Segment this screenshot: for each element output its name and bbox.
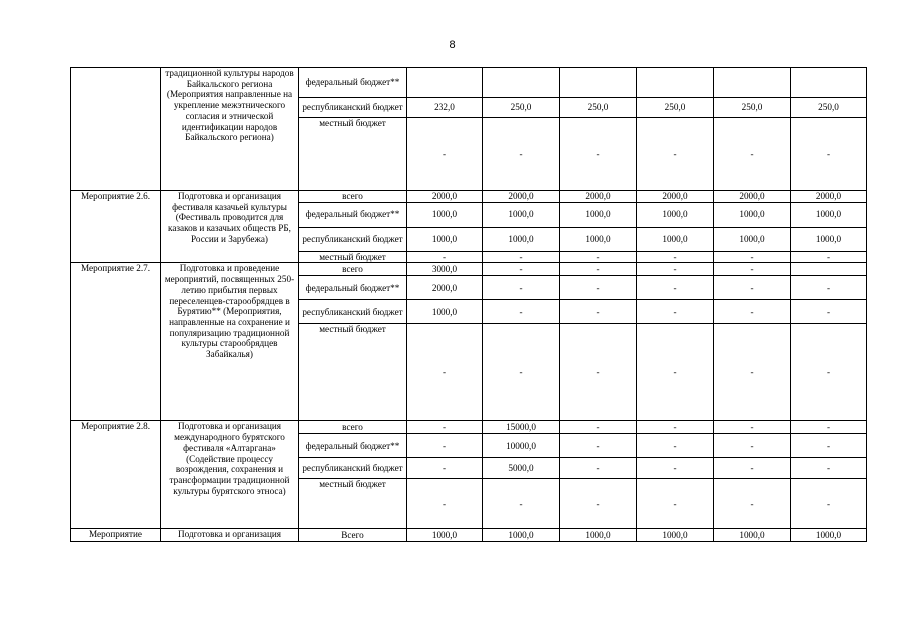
amount-cell: - bbox=[791, 479, 867, 529]
amount-cell: - bbox=[407, 421, 483, 434]
funding-source: федеральный бюджет** bbox=[299, 434, 407, 458]
funding-source: федеральный бюджет** bbox=[299, 202, 407, 227]
amount-cell: - bbox=[483, 118, 560, 191]
amount-cell: 2000,0 bbox=[407, 191, 483, 203]
amount-cell: 1000,0 bbox=[791, 202, 867, 227]
amount-cell: 232,0 bbox=[407, 98, 483, 118]
amount-cell: - bbox=[714, 118, 791, 191]
amount-cell bbox=[407, 68, 483, 98]
measure-description: Подготовка и проведение мероприятий, посвященных 250-летию прибытия первых переселенцев-старообрядцев в Бурятию** (Мероприятия, направленные на сохранение и популяризацию традиционной культуры старообрядцев Забайкалья) bbox=[161, 263, 299, 421]
amount-cell: 1000,0 bbox=[637, 227, 714, 251]
amount-cell: - bbox=[714, 458, 791, 479]
amount-cell: - bbox=[483, 276, 560, 300]
amount-cell: - bbox=[637, 324, 714, 421]
table-row bbox=[71, 68, 867, 98]
table-row bbox=[71, 529, 867, 542]
amount-cell: - bbox=[714, 421, 791, 434]
amount-cell: - bbox=[560, 251, 637, 263]
funding-source: местный бюджет bbox=[299, 251, 407, 263]
amount-cell: - bbox=[560, 421, 637, 434]
amount-cell: - bbox=[560, 300, 637, 324]
amount-cell bbox=[714, 68, 791, 98]
funding-source: республиканский бюджет bbox=[299, 458, 407, 479]
amount-cell: 2000,0 bbox=[560, 191, 637, 203]
amount-cell: - bbox=[791, 324, 867, 421]
funding-source: местный бюджет bbox=[299, 479, 407, 529]
amount-cell: - bbox=[714, 434, 791, 458]
amount-cell: - bbox=[407, 434, 483, 458]
amount-cell: - bbox=[637, 276, 714, 300]
amount-cell: - bbox=[560, 434, 637, 458]
measure-description: Подготовка и организация международного бурятского фестиваля «Алтаргана» (Содействие процессу возрождения, сохранения и трансформации традиционной культуры бурятского этноса) bbox=[161, 421, 299, 529]
measure-id: Мероприятие bbox=[71, 529, 161, 542]
amount-cell: - bbox=[637, 479, 714, 529]
amount-cell: 1000,0 bbox=[714, 529, 791, 542]
amount-cell: 2000,0 bbox=[407, 276, 483, 300]
measure-description: Подготовка и организация фестиваля казачьей культуры (Фестиваль проводится для казаков и казачьих обществ РБ, России и Зарубежа) bbox=[161, 191, 299, 263]
funding-source: республиканский бюджет bbox=[299, 300, 407, 324]
amount-cell: 1000,0 bbox=[483, 529, 560, 542]
measure-id bbox=[71, 68, 161, 191]
funding-source: местный бюджет bbox=[299, 118, 407, 191]
amount-cell: - bbox=[407, 324, 483, 421]
amount-cell: 2000,0 bbox=[637, 191, 714, 203]
amount-cell bbox=[483, 68, 560, 98]
funding-source: местный бюджет bbox=[299, 324, 407, 421]
measure-id: Мероприятие 2.8. bbox=[71, 421, 161, 529]
amount-cell: - bbox=[637, 251, 714, 263]
amount-cell: 1000,0 bbox=[483, 202, 560, 227]
amount-cell: - bbox=[791, 421, 867, 434]
amount-cell bbox=[560, 68, 637, 98]
amount-cell: 2000,0 bbox=[483, 191, 560, 203]
funding-source: Всего bbox=[299, 529, 407, 542]
amount-cell: - bbox=[791, 458, 867, 479]
amount-cell: 5000,0 bbox=[483, 458, 560, 479]
amount-cell: 1000,0 bbox=[560, 529, 637, 542]
amount-cell: - bbox=[483, 324, 560, 421]
amount-cell bbox=[637, 68, 714, 98]
amount-cell: - bbox=[714, 263, 791, 276]
amount-cell: - bbox=[791, 434, 867, 458]
amount-cell: 1000,0 bbox=[791, 529, 867, 542]
amount-cell: 15000,0 bbox=[483, 421, 560, 434]
measure-id: Мероприятие 2.6. bbox=[71, 191, 161, 263]
amount-cell: - bbox=[791, 276, 867, 300]
funding-source: федеральный бюджет** bbox=[299, 68, 407, 98]
amount-cell: - bbox=[714, 251, 791, 263]
amount-cell: - bbox=[407, 251, 483, 263]
amount-cell: - bbox=[791, 118, 867, 191]
funding-source: республиканский бюджет bbox=[299, 98, 407, 118]
amount-cell: - bbox=[560, 276, 637, 300]
amount-cell: - bbox=[637, 263, 714, 276]
amount-cell: - bbox=[407, 458, 483, 479]
amount-cell: - bbox=[637, 421, 714, 434]
amount-cell: 1000,0 bbox=[407, 300, 483, 324]
table-row bbox=[71, 421, 867, 434]
amount-cell: 2000,0 bbox=[714, 191, 791, 203]
amount-cell: 1000,0 bbox=[714, 227, 791, 251]
amount-cell: 1000,0 bbox=[407, 529, 483, 542]
funding-source: всего bbox=[299, 421, 407, 434]
amount-cell: - bbox=[560, 458, 637, 479]
amount-cell: - bbox=[714, 324, 791, 421]
page-number: 8 bbox=[449, 39, 456, 51]
amount-cell: 1000,0 bbox=[637, 529, 714, 542]
funding-source: всего bbox=[299, 263, 407, 276]
amount-cell: - bbox=[714, 276, 791, 300]
amount-cell: 10000,0 bbox=[483, 434, 560, 458]
amount-cell: - bbox=[714, 300, 791, 324]
amount-cell: - bbox=[637, 118, 714, 191]
amount-cell: - bbox=[560, 324, 637, 421]
amount-cell: - bbox=[407, 118, 483, 191]
funding-source: республиканский бюджет bbox=[299, 227, 407, 251]
amount-cell: 250,0 bbox=[560, 98, 637, 118]
amount-cell: 1000,0 bbox=[714, 202, 791, 227]
amount-cell: - bbox=[483, 479, 560, 529]
amount-cell: 2000,0 bbox=[791, 191, 867, 203]
budget-table bbox=[70, 67, 867, 542]
measure-description: Подготовка и организация bbox=[161, 529, 299, 542]
amount-cell: - bbox=[637, 300, 714, 324]
amount-cell: 3000,0 bbox=[407, 263, 483, 276]
amount-cell: - bbox=[483, 263, 560, 276]
amount-cell: - bbox=[560, 479, 637, 529]
funding-source: всего bbox=[299, 191, 407, 203]
table-row bbox=[71, 263, 867, 276]
amount-cell: - bbox=[637, 434, 714, 458]
amount-cell: - bbox=[407, 479, 483, 529]
measure-id: Мероприятие 2.7. bbox=[71, 263, 161, 421]
amount-cell: 1000,0 bbox=[560, 202, 637, 227]
amount-cell: - bbox=[560, 118, 637, 191]
amount-cell: - bbox=[714, 479, 791, 529]
amount-cell: 250,0 bbox=[637, 98, 714, 118]
amount-cell: - bbox=[791, 300, 867, 324]
amount-cell: 1000,0 bbox=[407, 227, 483, 251]
amount-cell: 250,0 bbox=[791, 98, 867, 118]
funding-source: федеральный бюджет** bbox=[299, 276, 407, 300]
amount-cell: - bbox=[791, 251, 867, 263]
amount-cell: 1000,0 bbox=[407, 202, 483, 227]
amount-cell: 1000,0 bbox=[791, 227, 867, 251]
amount-cell: 250,0 bbox=[483, 98, 560, 118]
amount-cell bbox=[791, 68, 867, 98]
amount-cell bbox=[791, 263, 867, 276]
amount-cell: 1000,0 bbox=[483, 227, 560, 251]
amount-cell: - bbox=[637, 458, 714, 479]
amount-cell: 250,0 bbox=[714, 98, 791, 118]
amount-cell: - bbox=[560, 263, 637, 276]
amount-cell: - bbox=[483, 251, 560, 263]
amount-cell: 1000,0 bbox=[637, 202, 714, 227]
amount-cell: - bbox=[483, 300, 560, 324]
table-row bbox=[71, 191, 867, 203]
amount-cell: 1000,0 bbox=[560, 227, 637, 251]
measure-description: традиционной культуры народов Байкальского региона (Мероприятия направленные на укрепление межэтнического согласия и этнической идентификации народов Байкальского регионa) bbox=[161, 68, 299, 191]
